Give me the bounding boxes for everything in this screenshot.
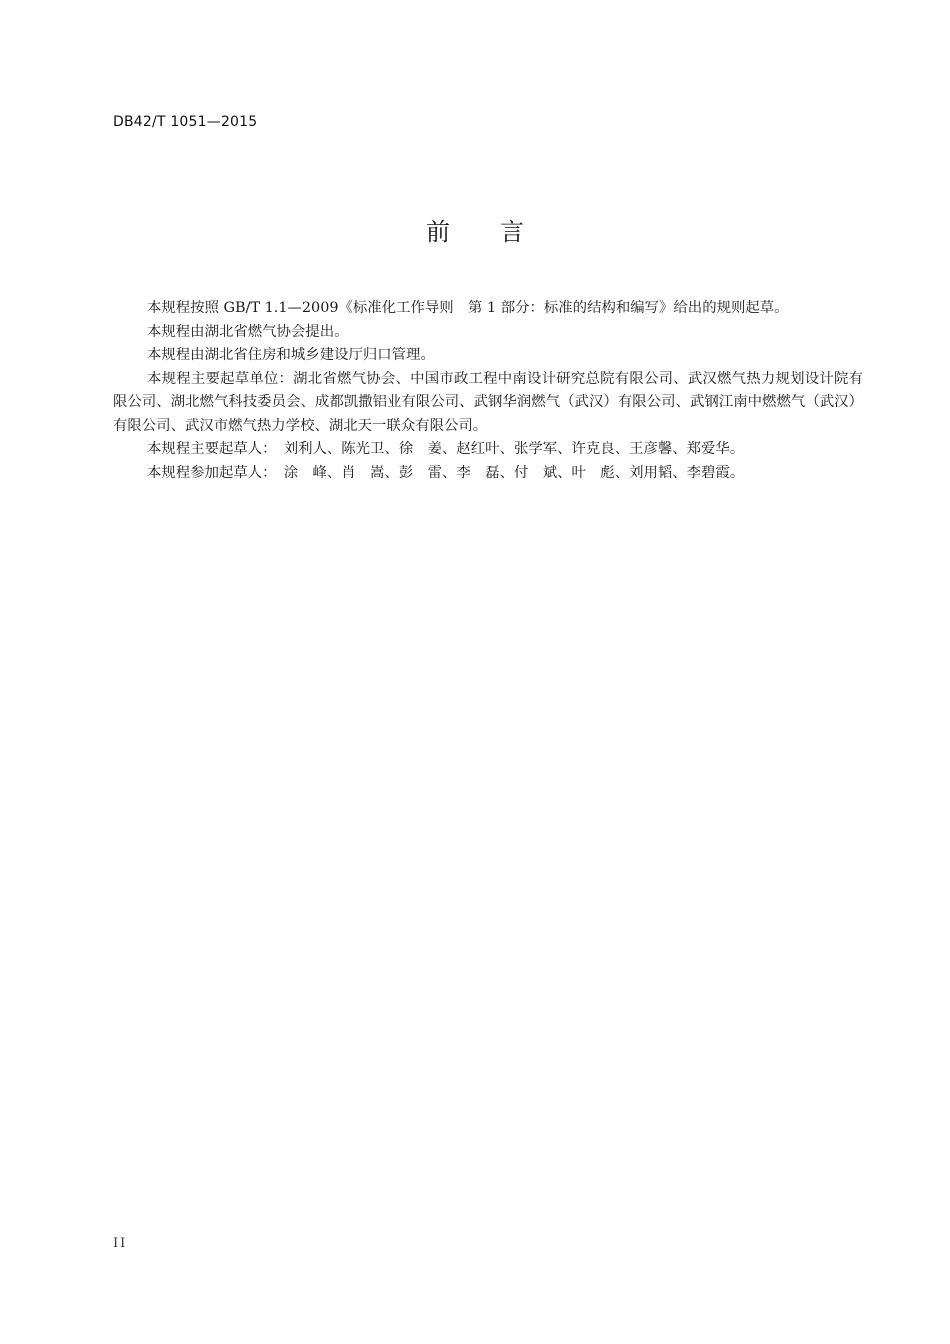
page-number: II (113, 1236, 128, 1251)
foreword-body (113, 297, 863, 485)
document-code: DB42/T 1051—2015 (113, 114, 258, 130)
paragraph-drafting-rules: 本规程按照 GB/T 1.1—2009《标准化工作导则 第 1 部分：标准的结构和编写》给出的规则起草。 (147, 300, 789, 316)
paragraph-drafting-units: 本规程主要起草单位：湖北省燃气协会、中国市政工程中南设计研究总院有限公司、武汉燃气热力规划设计院有限公司、湖北燃气科技委员会、成都凯撒铝业有限公司、武钢华润燃气（武汉）有限公司、武钢江南中燃燃气（武汉）有限公司、武汉市燃气热力学校、湖北天一联众有限公司。 (113, 370, 863, 434)
paragraph-main-drafters: 本规程主要起草人： 刘利人、陈光卫、徐 姜、赵红叶、张学军、许克良、王彦馨、郑爱华。 (147, 441, 745, 457)
paragraph-participating-drafters: 本规程参加起草人： 涂 峰、肖 嵩、彭 雷、李 磊、付 斌、叶 彪、刘用韬、李碧霞。 (147, 464, 745, 481)
paragraph-administrator: 本规程由湖北省住房和城乡建设厅归口管理。 (147, 347, 435, 363)
page-title: 前言 (426, 218, 574, 246)
paragraph-proposer: 本规程由湖北省燃气协会提出。 (147, 323, 349, 340)
